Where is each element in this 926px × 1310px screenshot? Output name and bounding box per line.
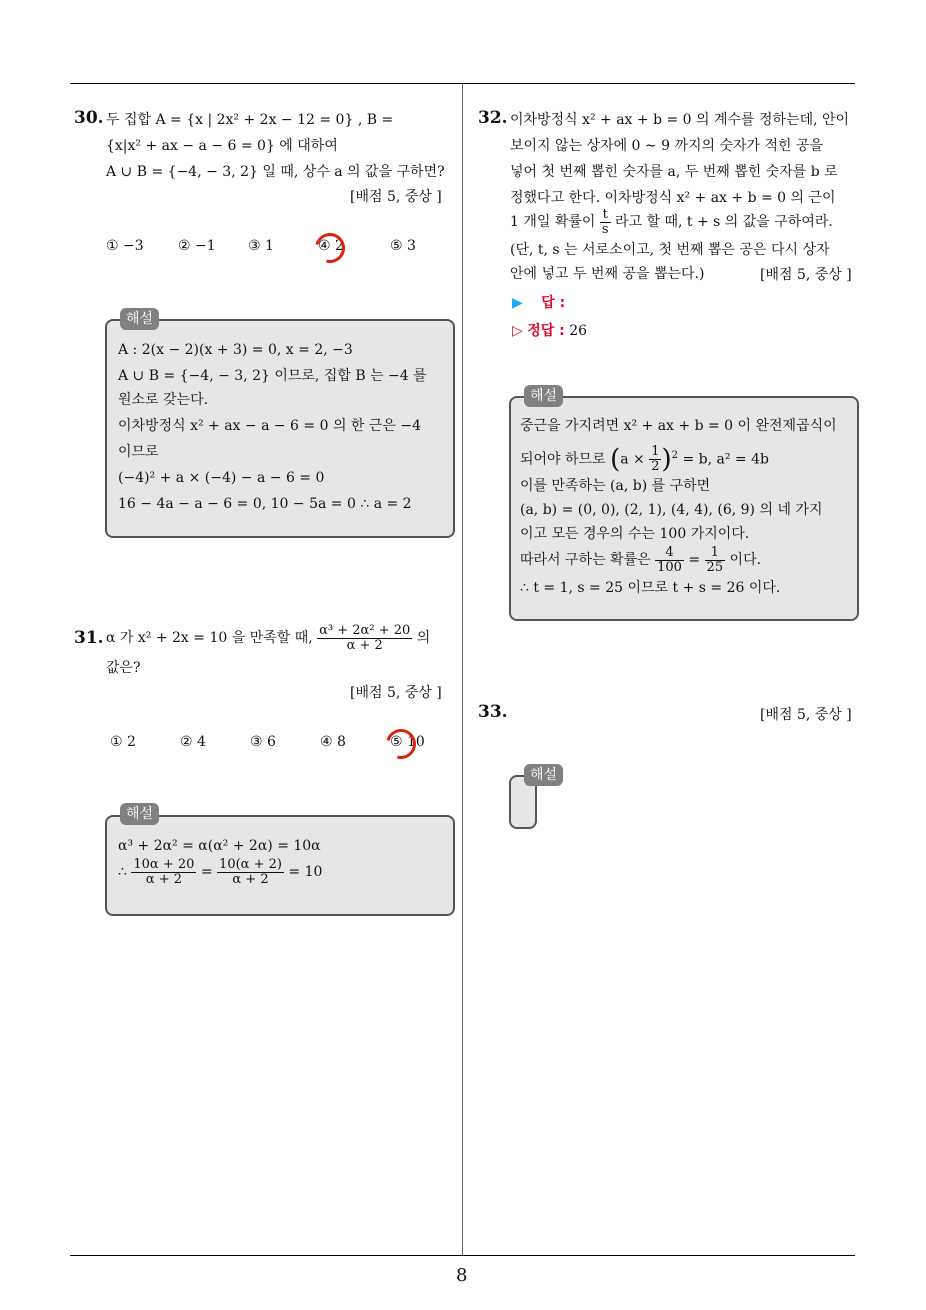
choice-2[interactable]: ② −1 [178, 238, 216, 254]
solution-line: A : 2(x − 2)(x + 3) = 0, x = 2, −3 [118, 342, 353, 358]
equals-sign: = [200, 864, 213, 880]
correct-answer-row [512, 320, 587, 340]
question-text-line: A ∪ B = {−4, − 3, 2} 일 때, 상수 a 의 값을 구하면? [106, 164, 445, 180]
score-label: [배점 5, 중상 ] [350, 189, 442, 205]
score-label: [배점 5, 중상 ] [760, 267, 852, 283]
choice-3[interactable]: ③ 6 [250, 734, 276, 750]
choice-5[interactable]: ⑤ 3 [390, 238, 416, 254]
outline-triangle-icon: ▷ [512, 323, 523, 339]
solution-text: = 10 [288, 864, 323, 880]
question-number: 31. [74, 628, 104, 648]
answer-row [512, 292, 565, 312]
question-text-line: (단, t, s 는 서로소이고, 첫 번째 뽑은 공은 다시 상자 [510, 242, 830, 258]
right-paren: ) [661, 444, 672, 475]
fraction [217, 858, 284, 887]
fraction-numerator: α³ + 2α² + 20 [319, 622, 411, 638]
choice-4[interactable]: ④ 2 [318, 238, 344, 254]
solution-line: 이고 모든 경우의 수는 100 가지이다. [520, 526, 750, 542]
choice-1[interactable]: ① 2 [110, 734, 136, 750]
question-text-line: 보이지 않는 상자에 0 ∼ 9 까지의 숫자가 적힌 공을 [510, 138, 824, 154]
solution-line: 이를 만족하는 (a, b) 를 구하면 [520, 478, 711, 494]
solution-text: = b, a² = 4b [682, 451, 769, 468]
solution-line: 원소로 갖는다. [118, 392, 209, 408]
fraction-denominator: 25 [706, 559, 724, 575]
question-text-line: 넣어 첫 번째 뽑힌 숫자를 a, 두 번째 뽑힌 숫자를 b 로 [510, 164, 838, 180]
fraction [131, 858, 196, 887]
bottom-rule [70, 1255, 855, 1256]
choice-5[interactable]: ⑤ 10 [390, 734, 425, 750]
question-number: 32. [478, 108, 508, 128]
choice-2[interactable]: ② 4 [180, 734, 206, 750]
choice-1[interactable]: ① −3 [106, 238, 144, 254]
correct-answer-value: 26 [569, 323, 588, 339]
choice-4[interactable]: ④ 8 [320, 734, 346, 750]
question-text: α 가 x² + 2x = 10 을 만족할 때, [106, 630, 313, 646]
fraction-denominator: α + 2 [346, 637, 383, 653]
fraction [600, 208, 611, 237]
equals-sign: = [688, 552, 701, 568]
solution-tag: 해설 [120, 308, 159, 330]
solution-line [520, 542, 761, 578]
solution-line: 16 − 4a − a − 6 = 0, 10 − 5a = 0 ∴ a = 2 [118, 496, 412, 512]
fraction-numerator: 4 [655, 546, 684, 561]
question-number: 33. [478, 702, 508, 722]
question-text: 라고 할 때, t + s 의 값을 구하여라. [615, 214, 833, 230]
answer-mark-circle [381, 724, 422, 765]
solution-line: 이므로 [118, 444, 159, 460]
solution-line: A ∪ B = {−4, − 3, 2} 이므로, 집합 B 는 −4 를 [118, 368, 427, 384]
question-text: 의 [416, 630, 431, 646]
play-triangle-icon: ▶ [512, 295, 523, 311]
fraction [705, 546, 726, 575]
solution-tag: 해설 [524, 385, 563, 407]
question-text-line [510, 204, 833, 240]
fraction-denominator: α + 2 [232, 871, 269, 887]
page-number: 8 [456, 1265, 468, 1286]
solution-line [118, 854, 322, 890]
center-divider [462, 84, 463, 1256]
solution-line: α³ + 2α² = α(α² + 2α) = 10α [118, 838, 321, 854]
solution-line: 중근을 가지려면 x² + ax + b = 0 이 완전제곱식이 [520, 418, 837, 434]
question-text: 1 개일 확률이 [510, 214, 596, 230]
question-text-line: {x|x² + ax − a − 6 = 0} 에 대하여 [106, 138, 338, 154]
solution-tag: 해설 [524, 764, 563, 786]
left-paren: ( [610, 444, 621, 475]
solution-text: 이다. [729, 552, 762, 568]
fraction-numerator: 10α + 20 [133, 856, 195, 872]
fraction [317, 624, 412, 653]
question-text-line [106, 620, 430, 656]
score-label: [배점 5, 중상 ] [350, 685, 442, 701]
answer-mark-circle [310, 228, 351, 269]
choice-3[interactable]: ③ 1 [248, 238, 274, 254]
question-text-line: 정했다고 한다. 이차방정식 x² + ax + b = 0 의 근이 [510, 190, 836, 206]
score-label: [배점 5, 중상 ] [760, 707, 852, 723]
solution-tag: 해설 [120, 803, 159, 825]
solution-line: (−4)² + a × (−4) − a − 6 = 0 [118, 470, 325, 486]
fraction-numerator: t [600, 208, 611, 223]
solution-text: 따라서 구하는 확률은 [520, 552, 651, 568]
fraction-denominator: 2 [651, 459, 660, 475]
fraction-numerator: 1 [705, 546, 726, 561]
fraction [655, 546, 684, 575]
solution-text: 되어야 하므로 [520, 451, 606, 468]
therefore-symbol: ∴ [118, 864, 127, 880]
solution-line: (a, b) = (0, 0), (2, 1), (4, 4), (6, 9) 의 네 가지 [520, 502, 823, 518]
solution-line: ∴ t = 1, s = 25 이므로 t + s = 26 이다. [520, 580, 781, 596]
answer-label: 답 : [541, 295, 566, 311]
solution-text: a × [620, 451, 645, 468]
fraction-denominator: s [601, 221, 609, 237]
question-text-line: 이차방정식 x² + ax + b = 0 의 계수를 정하는데, 안이 [510, 112, 850, 128]
fraction-denominator: 100 [657, 559, 682, 575]
question-number: 30. [74, 108, 104, 128]
correct-answer-label: 정답 : [527, 323, 565, 339]
fraction-numerator: 1 [651, 444, 660, 460]
solution-line: 되어야 하므로 (a × $\frac{1}{2}$ )$^2$ = b, a² = 4b [520, 444, 769, 475]
question-text-line: 값은? [106, 660, 141, 676]
fraction-denominator: α + 2 [145, 871, 182, 887]
question-text-line: 두 집합 A = {x | 2x² + 2x − 12 = 0} , B = [106, 112, 394, 128]
question-text-line: 안에 넣고 두 번째 공을 뽑는다.) [510, 266, 705, 282]
fraction [649, 445, 661, 474]
fraction-numerator: 10(α + 2) [219, 856, 282, 872]
solution-line: 이차방정식 x² + ax − a − 6 = 0 의 한 근은 −4 [118, 418, 422, 434]
